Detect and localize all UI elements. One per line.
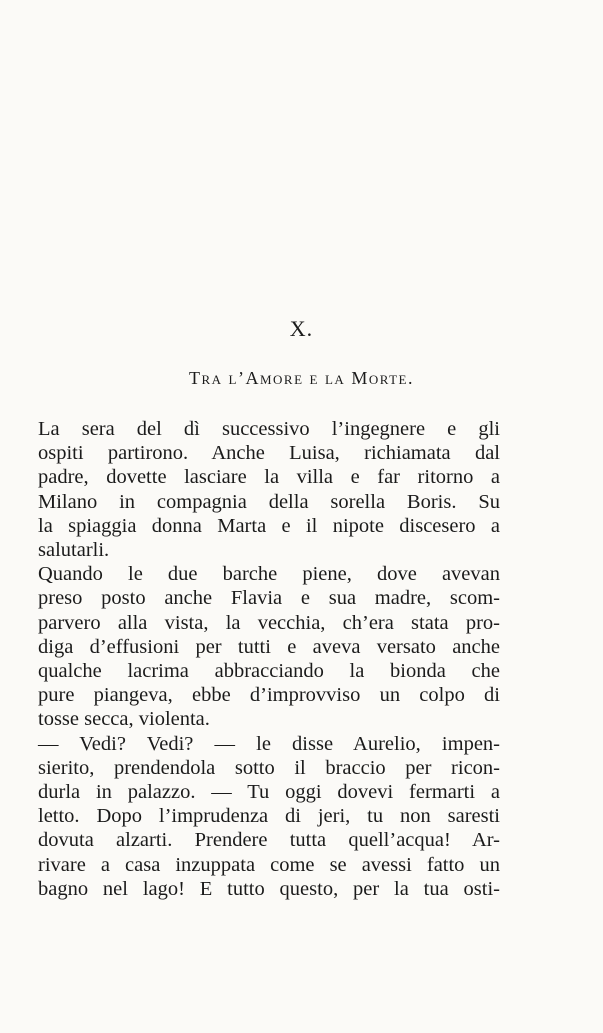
text-line: rivare a casa inzuppata come se avessi fatto un <box>38 853 500 876</box>
text-line: salutarli. <box>38 539 110 562</box>
chapter-title: Tra l’Amore e la Morte. <box>189 368 414 388</box>
paragraph-2 <box>38 562 500 731</box>
text-line: qualche lacrima abbracciando la bionda che <box>38 660 500 683</box>
text-line: Milano in compagnia della sorella Boris. Su <box>38 490 500 513</box>
paragraph-3 <box>38 732 500 901</box>
text-line: preso posto anche Flavia e sua madre, scom- <box>38 587 500 610</box>
text-line: la spiaggia donna Marta e il nipote discesero a <box>38 514 500 537</box>
chapter-number: X. <box>289 316 314 341</box>
text-line: durla in palazzo. — Tu oggi dovevi fermarti a <box>38 781 500 804</box>
chapter-body <box>38 417 500 901</box>
text-line: diga d’effusioni per tutti e aveva versato anche <box>38 635 500 658</box>
text-line: Quando le due barche piene, dove avevan <box>38 563 500 586</box>
text-line: letto. Dopo l’imprudenza di jeri, tu non saresti <box>38 805 500 828</box>
text-line: sierito, prendendola sotto il braccio per ricon- <box>38 756 500 779</box>
text-line: tosse secca, violenta. <box>38 708 210 731</box>
text-line: ospiti partirono. Anche Luisa, richiamata dal <box>38 442 500 465</box>
text-line: dovuta alzarti. Prendere tutta quell’acqua! Ar- <box>38 829 500 852</box>
paragraph-1 <box>38 417 500 562</box>
text-line: parvero alla vista, la vecchia, ch’era stata pro- <box>38 611 500 634</box>
text-line: padre, dovette lasciare la villa e far ritorno a <box>38 466 500 489</box>
text-line: bagno nel lago! E tutto questo, per la tua osti- <box>38 877 500 900</box>
text-line: — Vedi? Vedi? — le disse Aurelio, impen- <box>38 732 500 755</box>
text-line: La sera del dì successivo l’ingegnere e gli <box>38 418 500 440</box>
text-line: pure piangeva, ebbe d’improvviso un colpo di <box>38 684 500 707</box>
